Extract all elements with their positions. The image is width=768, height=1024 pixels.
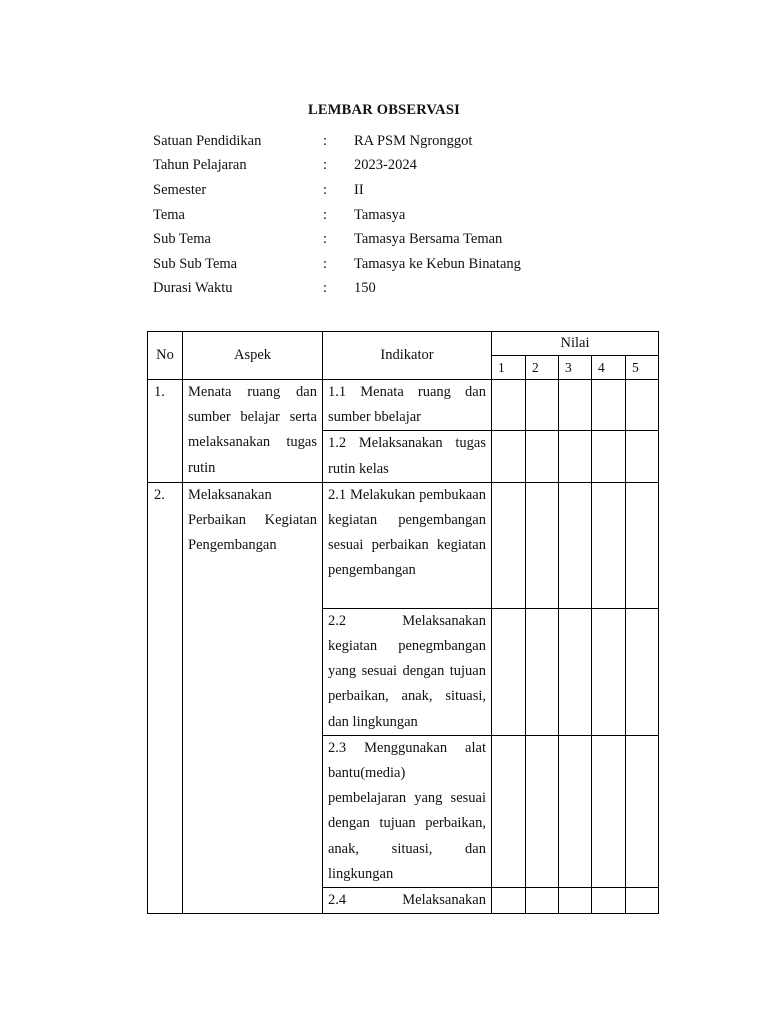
score-cell[interactable]: [526, 431, 559, 482]
meta-colon: :: [323, 181, 328, 198]
identity-block: [153, 129, 521, 301]
meta-label: Sub Sub Tema: [153, 255, 238, 272]
meta-row-tema: [153, 203, 521, 228]
observation-table: [147, 331, 659, 914]
score-cell[interactable]: [592, 888, 626, 914]
meta-label: Semester: [153, 181, 207, 198]
score-cell[interactable]: [559, 380, 592, 431]
meta-row-durasi: [153, 277, 521, 302]
indicator-cell: 1.1 Menata ruang dan sumber bbelajar: [323, 380, 492, 431]
score-cell[interactable]: [526, 380, 559, 431]
meta-value: Tamasya Bersama Teman: [354, 231, 503, 248]
score-cell[interactable]: [492, 735, 526, 887]
score-cell[interactable]: [592, 482, 626, 608]
score-cell[interactable]: [559, 482, 592, 608]
aspect-cell: Melaksanakan Perbaikan Kegiatan Pengembangan: [183, 482, 323, 913]
meta-label: Satuan Pendidikan: [153, 132, 262, 149]
meta-row-semester: [153, 178, 521, 203]
score-cell[interactable]: [526, 735, 559, 887]
meta-label: Tahun Pelajaran: [153, 157, 247, 174]
meta-row-subtema: [153, 227, 521, 252]
score-cell[interactable]: [526, 482, 559, 608]
header-nilai: Nilai: [492, 332, 659, 356]
score-cell[interactable]: [526, 608, 559, 735]
meta-row-tahun: [153, 154, 521, 179]
score-cell[interactable]: [492, 888, 526, 914]
meta-colon: :: [323, 157, 328, 174]
score-header-1: 1: [492, 356, 526, 380]
table-row: [148, 380, 659, 431]
aspect-cell: Menata ruang dan sumber belajar serta melaksanakan tugas rutin: [183, 380, 323, 483]
score-cell[interactable]: [492, 431, 526, 482]
meta-row-subsubtema: [153, 252, 521, 277]
meta-colon: :: [323, 255, 328, 272]
header-indikator: Indikator: [323, 332, 492, 380]
score-header-4: 4: [592, 356, 626, 380]
row-number: 2.: [148, 482, 183, 913]
meta-label: Tema: [153, 206, 185, 223]
score-cell[interactable]: [626, 482, 659, 608]
header-aspek: Aspek: [183, 332, 323, 380]
score-header-5: 5: [626, 356, 659, 380]
score-cell[interactable]: [592, 380, 626, 431]
score-cell[interactable]: [492, 380, 526, 431]
meta-value: II: [354, 181, 364, 198]
indicator-cell: 2.3 Menggunakan alat bantu(media) pembelajaran yang sesuai dengan tujuan perbaikan, anak, situasi, dan lingkungan: [323, 735, 492, 887]
score-cell[interactable]: [559, 431, 592, 482]
score-cell[interactable]: [559, 888, 592, 914]
meta-colon: :: [323, 132, 328, 149]
score-cell[interactable]: [626, 608, 659, 735]
table-row: [148, 482, 659, 608]
score-header-2: 2: [526, 356, 559, 380]
meta-label: Durasi Waktu: [153, 280, 233, 297]
score-cell[interactable]: [626, 735, 659, 887]
score-cell[interactable]: [626, 380, 659, 431]
meta-value: RA PSM Ngronggot: [354, 132, 473, 149]
row-number: 1.: [148, 380, 183, 483]
score-cell[interactable]: [559, 735, 592, 887]
indicator-cell: 2.2 Melaksanakan kegiatan penegmbangan yang sesuai dengan tujuan perbaikan, anak, situasi, dan lingkungan: [323, 608, 492, 735]
indicator-cell: 2.1 Melakukan pembukaan kegiatan pengembangan sesuai perbaikan kegiatan pengembangan: [323, 482, 492, 608]
score-cell[interactable]: [626, 888, 659, 914]
score-cell[interactable]: [526, 888, 559, 914]
score-cell[interactable]: [592, 431, 626, 482]
meta-colon: :: [323, 206, 328, 223]
meta-value: 2023-2024: [354, 157, 417, 174]
indicator-cell: 2.4 Melaksanakan: [323, 888, 492, 914]
score-cell[interactable]: [592, 608, 626, 735]
score-cell[interactable]: [559, 608, 592, 735]
score-cell[interactable]: [592, 735, 626, 887]
score-cell[interactable]: [492, 608, 526, 735]
header-no: No: [148, 332, 183, 380]
indicator-cell: 1.2 Melaksanakan tugas rutin kelas: [323, 431, 492, 482]
page-title: LEMBAR OBSERVASI: [308, 102, 460, 118]
meta-colon: :: [323, 280, 328, 297]
meta-label: Sub Tema: [153, 231, 211, 248]
meta-colon: :: [323, 231, 328, 248]
score-cell[interactable]: [492, 482, 526, 608]
meta-value: Tamasya: [354, 206, 406, 223]
meta-row-satuan: [153, 129, 521, 154]
score-header-3: 3: [559, 356, 592, 380]
meta-value: Tamasya ke Kebun Binatang: [354, 255, 521, 272]
score-cell[interactable]: [626, 431, 659, 482]
meta-value: 150: [354, 280, 376, 297]
